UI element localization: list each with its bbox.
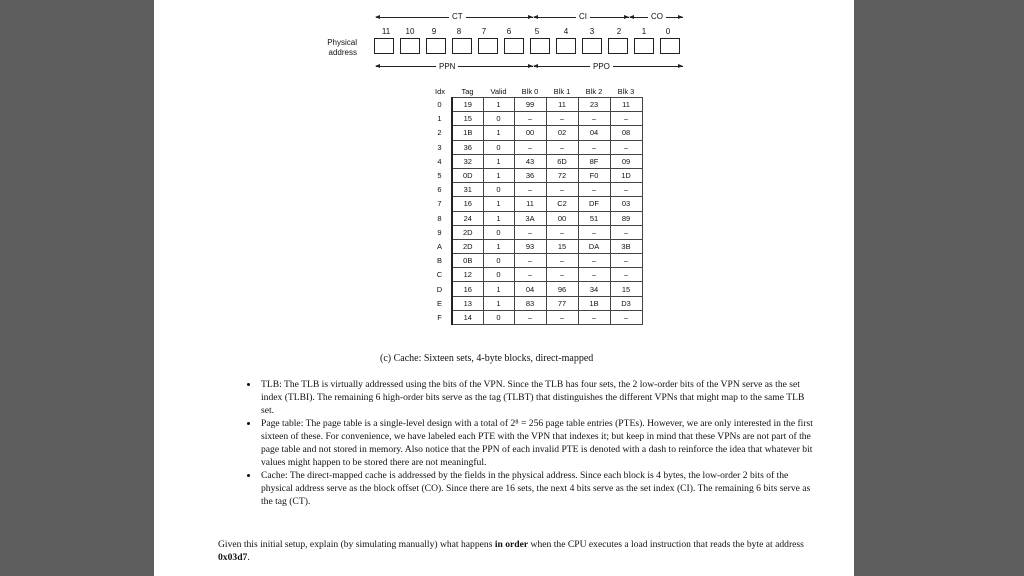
cell-blk3: 3B: [610, 239, 642, 253]
bullet-list: [238, 378, 814, 508]
cell-valid: 1: [483, 197, 514, 211]
cell-blk1: 15: [546, 239, 578, 253]
cell-tag: 24: [452, 211, 483, 225]
cell-blk3: –: [610, 254, 642, 268]
physical-address-label-line1: Physical: [327, 38, 357, 47]
bit-number: 7: [481, 27, 487, 36]
bit-box: [582, 38, 602, 54]
cache-row: [428, 168, 642, 182]
cache-row: [428, 211, 642, 225]
cell-valid: 0: [483, 112, 514, 126]
header-blk1: Blk 1: [553, 87, 571, 96]
co-arrow-right: [678, 15, 683, 19]
bit-box: [400, 38, 420, 54]
cell-blk0: –: [514, 225, 546, 239]
cell-tag: 14: [452, 310, 483, 324]
cell-blk0: 04: [514, 282, 546, 296]
cell-blk1: 11: [546, 98, 578, 112]
bit-number: 1: [641, 27, 647, 36]
cell-idx: F: [437, 312, 442, 322]
cell-blk1: 02: [546, 126, 578, 140]
cell-blk0: 36: [514, 168, 546, 182]
cell-blk3: 08: [610, 126, 642, 140]
cell-blk1: –: [546, 310, 578, 324]
cell-blk0: 93: [514, 239, 546, 253]
bit-number: 2: [616, 27, 622, 36]
cache-table: [428, 86, 643, 325]
cell-blk1: –: [546, 183, 578, 197]
ci-label: CI: [576, 12, 590, 21]
cell-idx: B: [436, 256, 442, 266]
cell-blk0: 00: [514, 126, 546, 140]
question-text-start: Given this initial setup, explain (by simulating manually) what happens: [218, 539, 495, 550]
cell-blk2: –: [578, 225, 610, 239]
cell-blk3: –: [610, 310, 642, 324]
cell-tag: 1B: [452, 126, 483, 140]
cell-blk3: –: [610, 268, 642, 282]
cell-blk2: –: [578, 310, 610, 324]
cell-blk3: –: [610, 225, 642, 239]
question-address: 0x03d7: [218, 552, 248, 563]
cell-blk3: 11: [610, 98, 642, 112]
ci-arrow-left: [533, 15, 538, 19]
cell-blk3: –: [610, 140, 642, 154]
cell-blk2: 8F: [578, 154, 610, 168]
bit-box: [426, 38, 446, 54]
cache-row: [428, 112, 642, 126]
cell-idx: 1: [437, 114, 442, 124]
cell-valid: 0: [483, 254, 514, 268]
cell-tag: 32: [452, 154, 483, 168]
header-blk0: Blk 0: [521, 87, 539, 96]
ppo-label: PPO: [590, 62, 613, 71]
cell-blk2: F0: [578, 168, 610, 182]
cell-valid: 1: [483, 126, 514, 140]
cell-blk2: 1B: [578, 296, 610, 310]
cell-blk3: 03: [610, 197, 642, 211]
bit-number: 8: [456, 27, 462, 36]
cell-blk0: –: [514, 140, 546, 154]
cell-blk1: 77: [546, 296, 578, 310]
cell-idx: 4: [437, 156, 442, 166]
cell-blk1: 96: [546, 282, 578, 296]
cache-row: [428, 126, 642, 140]
bit-number: 11: [381, 27, 391, 36]
ppo-arrow-left: [533, 64, 538, 68]
cell-valid: 1: [483, 296, 514, 310]
cell-idx: C: [436, 270, 443, 280]
cell-blk1: –: [546, 112, 578, 126]
physical-address-label-line2: address: [328, 48, 357, 57]
cell-blk2: 34: [578, 282, 610, 296]
cell-blk0: –: [514, 183, 546, 197]
cell-valid: 0: [483, 225, 514, 239]
cell-idx: A: [436, 241, 442, 251]
cell-valid: 0: [483, 310, 514, 324]
header-idx: Idx: [434, 87, 445, 97]
cell-blk2: 23: [578, 98, 610, 112]
cell-valid: 1: [483, 239, 514, 253]
bit-box: [374, 38, 394, 54]
cell-blk3: D3: [610, 296, 642, 310]
figure-caption: (c) Cache: Sixteen sets, 4-byte blocks, direct-mapped: [380, 353, 594, 364]
cell-tag: 2D: [452, 239, 483, 253]
cell-blk3: 09: [610, 154, 642, 168]
cell-blk0: –: [514, 268, 546, 282]
bit-number: 0: [665, 27, 671, 36]
cell-blk1: –: [546, 268, 578, 282]
cache-row: [428, 183, 642, 197]
cell-valid: 1: [483, 154, 514, 168]
cell-idx: E: [436, 298, 442, 308]
cell-blk1: –: [546, 140, 578, 154]
cell-blk3: –: [610, 183, 642, 197]
cell-idx: 8: [437, 213, 442, 223]
cache-row: [428, 239, 642, 253]
question-text-middle: when the CPU executes a load instruction that reads the byte at address: [528, 539, 804, 550]
ct-arrow-left: [375, 15, 380, 19]
cell-blk2: –: [578, 183, 610, 197]
cell-tag: 0D: [452, 168, 483, 182]
bit-box: [504, 38, 524, 54]
cell-tag: 16: [452, 197, 483, 211]
cell-blk0: 3A: [514, 211, 546, 225]
cell-tag: 31: [452, 183, 483, 197]
cell-blk0: –: [514, 310, 546, 324]
bit-number: 10: [405, 27, 415, 36]
bit-number: 4: [563, 27, 569, 36]
cell-tag: 16: [452, 282, 483, 296]
cell-tag: 36: [452, 140, 483, 154]
cell-blk1: –: [546, 225, 578, 239]
cell-tag: 2D: [452, 225, 483, 239]
question-emphasis: in order: [494, 539, 529, 550]
bit-box: [452, 38, 472, 54]
cell-blk0: 99: [514, 98, 546, 112]
cell-blk2: –: [578, 254, 610, 268]
header-tag: Tag: [461, 87, 474, 96]
cell-blk1: 6D: [546, 154, 578, 168]
cache-row: [428, 98, 642, 112]
header-blk2: Blk 2: [585, 87, 603, 96]
question-text-end: .: [247, 552, 250, 563]
cell-idx: D: [436, 284, 443, 294]
cell-blk0: –: [514, 112, 546, 126]
cell-blk2: –: [578, 140, 610, 154]
cell-valid: 0: [483, 140, 514, 154]
cell-blk0: 83: [514, 296, 546, 310]
cache-row: [428, 282, 642, 296]
cell-blk1: 00: [546, 211, 578, 225]
cell-blk1: 72: [546, 168, 578, 182]
bit-box: [660, 38, 680, 54]
cell-idx: 6: [437, 185, 442, 195]
cell-tag: 0B: [452, 254, 483, 268]
bit-number: 5: [534, 27, 540, 36]
cell-blk1: C2: [546, 197, 578, 211]
cell-blk2: DF: [578, 197, 610, 211]
cell-blk3: –: [610, 112, 642, 126]
cache-header-row: [428, 86, 642, 98]
bit-box: [478, 38, 498, 54]
header-valid: Valid: [490, 87, 507, 96]
ppn-label: PPN: [436, 62, 458, 71]
cell-blk2: 04: [578, 126, 610, 140]
cache-row: [428, 154, 642, 168]
cache-row: [428, 310, 642, 324]
cache-row: [428, 225, 642, 239]
cell-tag: 15: [452, 112, 483, 126]
question-paragraph: [218, 538, 808, 564]
cell-valid: 1: [483, 168, 514, 182]
cell-blk3: 1D: [610, 168, 642, 182]
cell-idx: 9: [437, 227, 442, 237]
bit-number: 9: [431, 27, 437, 36]
cell-blk0: 43: [514, 154, 546, 168]
cache-row: [428, 268, 642, 282]
cache-row: [428, 296, 642, 310]
cell-valid: 1: [483, 98, 514, 112]
cell-blk2: –: [578, 112, 610, 126]
co-arrow-left: [629, 15, 634, 19]
cell-idx: 0: [437, 100, 442, 110]
cell-valid: 1: [483, 282, 514, 296]
cell-tag: 13: [452, 296, 483, 310]
cache-row: [428, 254, 642, 268]
physical-address-label: [312, 38, 357, 58]
cell-valid: 0: [483, 183, 514, 197]
cell-blk1: –: [546, 254, 578, 268]
cell-idx: 7: [437, 199, 442, 209]
document-page: [154, 0, 854, 576]
cell-blk0: 11: [514, 197, 546, 211]
cell-idx: 3: [437, 142, 442, 152]
cell-blk3: 89: [610, 211, 642, 225]
bit-number: 6: [506, 27, 512, 36]
cell-idx: 5: [437, 171, 442, 181]
cell-valid: 0: [483, 268, 514, 282]
cell-idx: 2: [437, 128, 442, 138]
cache-row: [428, 140, 642, 154]
bullet-cache: • Cache: The direct-mapped cache is addressed by the fields in the physical address. Since each block is 4 bytes, the low-order 2 bits of the physical address serve as the block offset (CO). Since there are 16 sets, the next 4 bits serve as the set index (CI). The remaining 6 bits serve as the tag (CT).: [259, 469, 814, 508]
bit-box: [634, 38, 654, 54]
ct-label: CT: [449, 12, 466, 21]
cell-blk2: –: [578, 268, 610, 282]
bit-box: [608, 38, 628, 54]
bit-box: [556, 38, 576, 54]
cell-tag: 12: [452, 268, 483, 282]
bit-box: [530, 38, 550, 54]
cell-blk3: 15: [610, 282, 642, 296]
co-label: CO: [648, 12, 666, 21]
cell-valid: 1: [483, 211, 514, 225]
header-blk3: Blk 3: [617, 87, 635, 96]
cell-blk2: DA: [578, 239, 610, 253]
cell-blk0: –: [514, 254, 546, 268]
ppo-arrow-right: [678, 64, 683, 68]
cell-blk2: 51: [578, 211, 610, 225]
bit-number: 3: [589, 27, 595, 36]
cell-tag: 19: [452, 98, 483, 112]
cache-row: [428, 197, 642, 211]
bullet-tlb: • TLB: The TLB is virtually addressed using the bits of the VPN. Since the TLB has four sets, the 2 low-order bits of the VPN serve as the set index (TLBI). The remaining 6 high-order bits serve as the tag (TLBT) that distinguishes the different VPNs that might map to the same TLB set.: [259, 378, 814, 417]
ppn-arrow-left: [375, 64, 380, 68]
bullet-page-table: • Page table: The page table is a single-level design with a total of 2⁸ = 256 page table entries (PTEs). However, we are only interested in the first sixteen of these. For convenience, we have labeled each PTE with the VPN that indexes it; but keep in mind that these VPNs are not part of the page table and not stored in memory. Also notice that the PPN of each invalid PTE is denoted with a dash to reinforce the idea that whatever bit values might happen to be stored there are not meaningful.: [259, 417, 814, 469]
